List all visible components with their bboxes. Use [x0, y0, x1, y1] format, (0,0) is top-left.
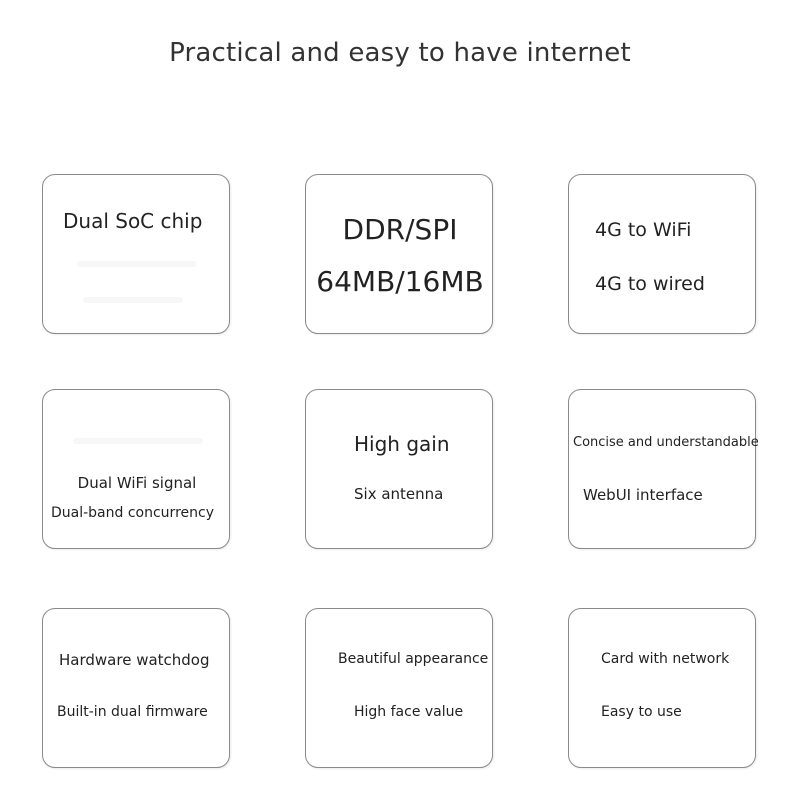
- faded-text-placeholder: [83, 297, 183, 303]
- feature-card-line: Six antenna: [354, 485, 444, 503]
- feature-card-line: Dual-band concurrency: [51, 505, 214, 521]
- feature-card-line: 4G to WiFi: [595, 219, 692, 241]
- faded-text-placeholder: [73, 438, 203, 444]
- feature-card-line: 4G to wired: [595, 273, 705, 295]
- feature-card-line: Beautiful appearance: [338, 651, 489, 667]
- feature-card-line: Built-in dual firmware: [57, 704, 208, 720]
- feature-card-line: 64MB/16MB: [316, 265, 484, 298]
- feature-card-line: Easy to use: [601, 704, 682, 720]
- feature-card-line: Concise and understandable: [573, 435, 759, 450]
- feature-card-dual-wifi: [42, 389, 230, 549]
- feature-card-line: Dual WiFi signal: [77, 474, 197, 492]
- feature-card-4g: [568, 174, 756, 334]
- feature-card-line: High gain: [354, 432, 450, 456]
- faded-text-placeholder: [77, 261, 197, 267]
- feature-card-high-gain: [305, 389, 493, 549]
- feature-card-dual-soc: [42, 174, 230, 334]
- feature-card-network: [568, 608, 756, 768]
- page-title: Practical and easy to have internet: [169, 38, 631, 68]
- feature-card-line: High face value: [354, 704, 464, 720]
- feature-card-appearance: [305, 608, 493, 768]
- feature-card-line: Hardware watchdog: [59, 651, 210, 669]
- feature-card-memory: [305, 174, 493, 334]
- feature-card-line: Dual SoC chip: [63, 209, 203, 233]
- feature-card-line: WebUI interface: [583, 486, 703, 504]
- feature-card-line: Card with network: [601, 651, 730, 667]
- feature-card-watchdog: [42, 608, 230, 768]
- feature-card-webui: [568, 389, 759, 549]
- feature-card-line: DDR/SPI: [342, 213, 458, 246]
